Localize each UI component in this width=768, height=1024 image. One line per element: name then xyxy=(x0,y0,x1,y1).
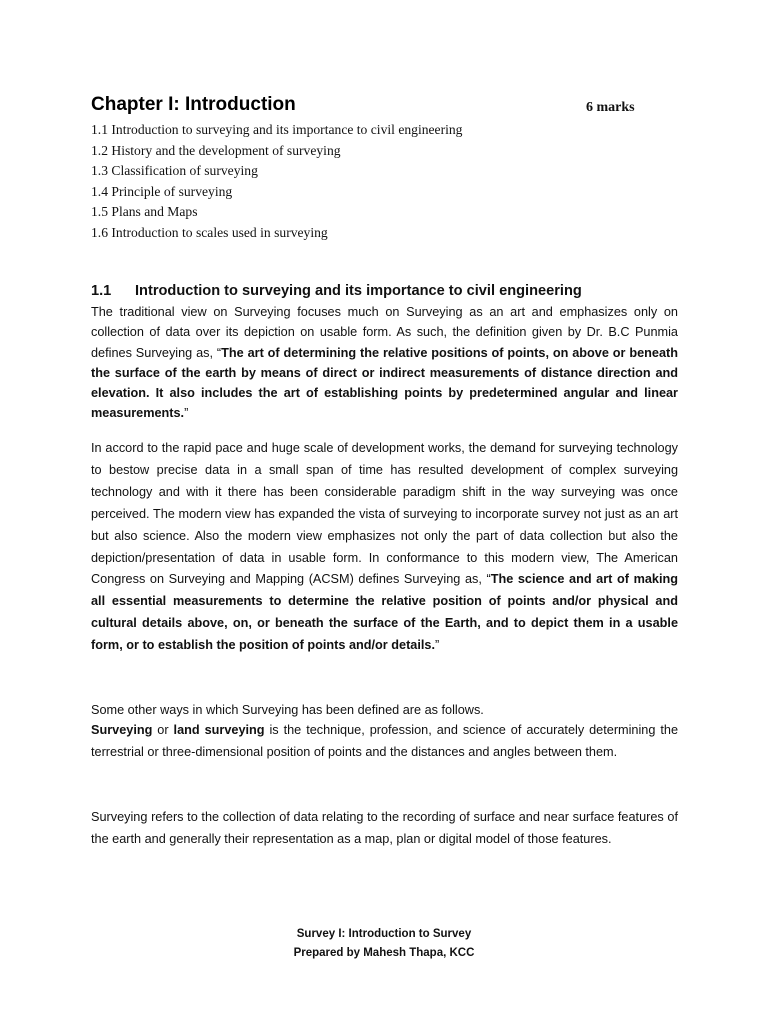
paragraph-other-definitions: Some other ways in which Surveying has been defined are as follows. xyxy=(91,703,484,717)
definition-quote: The art of determining the relative positions of points, on above or beneath the surface of the earth by means of direct or indirect measurements of distance direction and elevation. It also includes the art of establishing points by predetermined angular and linear measurements. xyxy=(91,345,678,421)
paragraph-text: is the technique, profession, and science of accurately determining the terrestrial or three-dimensional position of points and the distances and angles between them. xyxy=(91,723,679,759)
paragraph-data-collection: Surveying refers to the collection of data relating to the recording of surface and near surface features of the earth and generally their representation as a map, plan or digital model of those features. xyxy=(91,810,678,846)
term-land-surveying: land surveying xyxy=(173,723,265,737)
footer-course: Survey I: Introduction to Survey xyxy=(296,928,472,940)
paragraph-punmia-definition xyxy=(91,302,678,424)
page-footer xyxy=(0,925,768,963)
paragraph-acsm-definition xyxy=(91,438,678,657)
quote-close: ” xyxy=(435,638,440,653)
section-heading xyxy=(91,283,582,299)
toc-item: 1.5 Plans and Maps xyxy=(91,204,198,219)
chapter-header xyxy=(91,94,678,120)
toc-item: 1.3 Classification of surveying xyxy=(91,163,258,178)
table-of-contents xyxy=(91,120,462,243)
section-number: 1.1 xyxy=(91,283,112,299)
section-title: Introduction to surveying and its importance to civil engineering xyxy=(135,283,582,299)
footer-author: Prepared by Mahesh Thapa, KCC xyxy=(293,947,475,959)
toc-item: 1.4 Principle of surveying xyxy=(91,183,233,199)
quote-close: ” xyxy=(184,406,189,421)
paragraph-land-surveying xyxy=(91,720,678,764)
term-surveying: Surveying xyxy=(91,723,153,737)
toc-item: 1.2 History and the development of surveying xyxy=(91,142,341,158)
definition-quote: The science and art of making all essential measurements to determine the relative position of points and/or physical and cultural details above, on, or beneath the surface of the Earth, and to depict them in a usable form, or to establish the position of points and/or details. xyxy=(91,572,679,653)
paragraph-text: or xyxy=(152,723,174,737)
chapter-title: Chapter I: Introduction xyxy=(91,94,296,115)
toc-item: 1.6 Introduction to scales used in surveying xyxy=(91,224,328,240)
chapter-marks: 6 marks xyxy=(586,100,635,115)
toc-item: 1.1 Introduction to surveying and its importance to civil engineering xyxy=(91,122,463,137)
paragraph-text: In accord to the rapid pace and huge scale of development works, the demand for surveying technology to bestow precise data in a small span of time has resulted development of complex surveying technology and with it there has been considerable paradigm shift in the way surveying was once perceived. The modern view has expanded the vista of surveying to incorporate survey not just as an art but also science. Also the modern view emphasizes not only the part of data collection but also the depiction/presentation of data in usable form. In conformance to this modern view, The American Congress on Surveying and Mapping (ACSM) defines Surveying as, “ xyxy=(91,441,678,587)
paragraph-text: The traditional view on Surveying focuses much on Surveying as an art and emphasizes only on collection of data over its depiction on usable form. As such, the definition given by Dr. B.C Punmia defines Surveying as, “ xyxy=(91,305,678,360)
